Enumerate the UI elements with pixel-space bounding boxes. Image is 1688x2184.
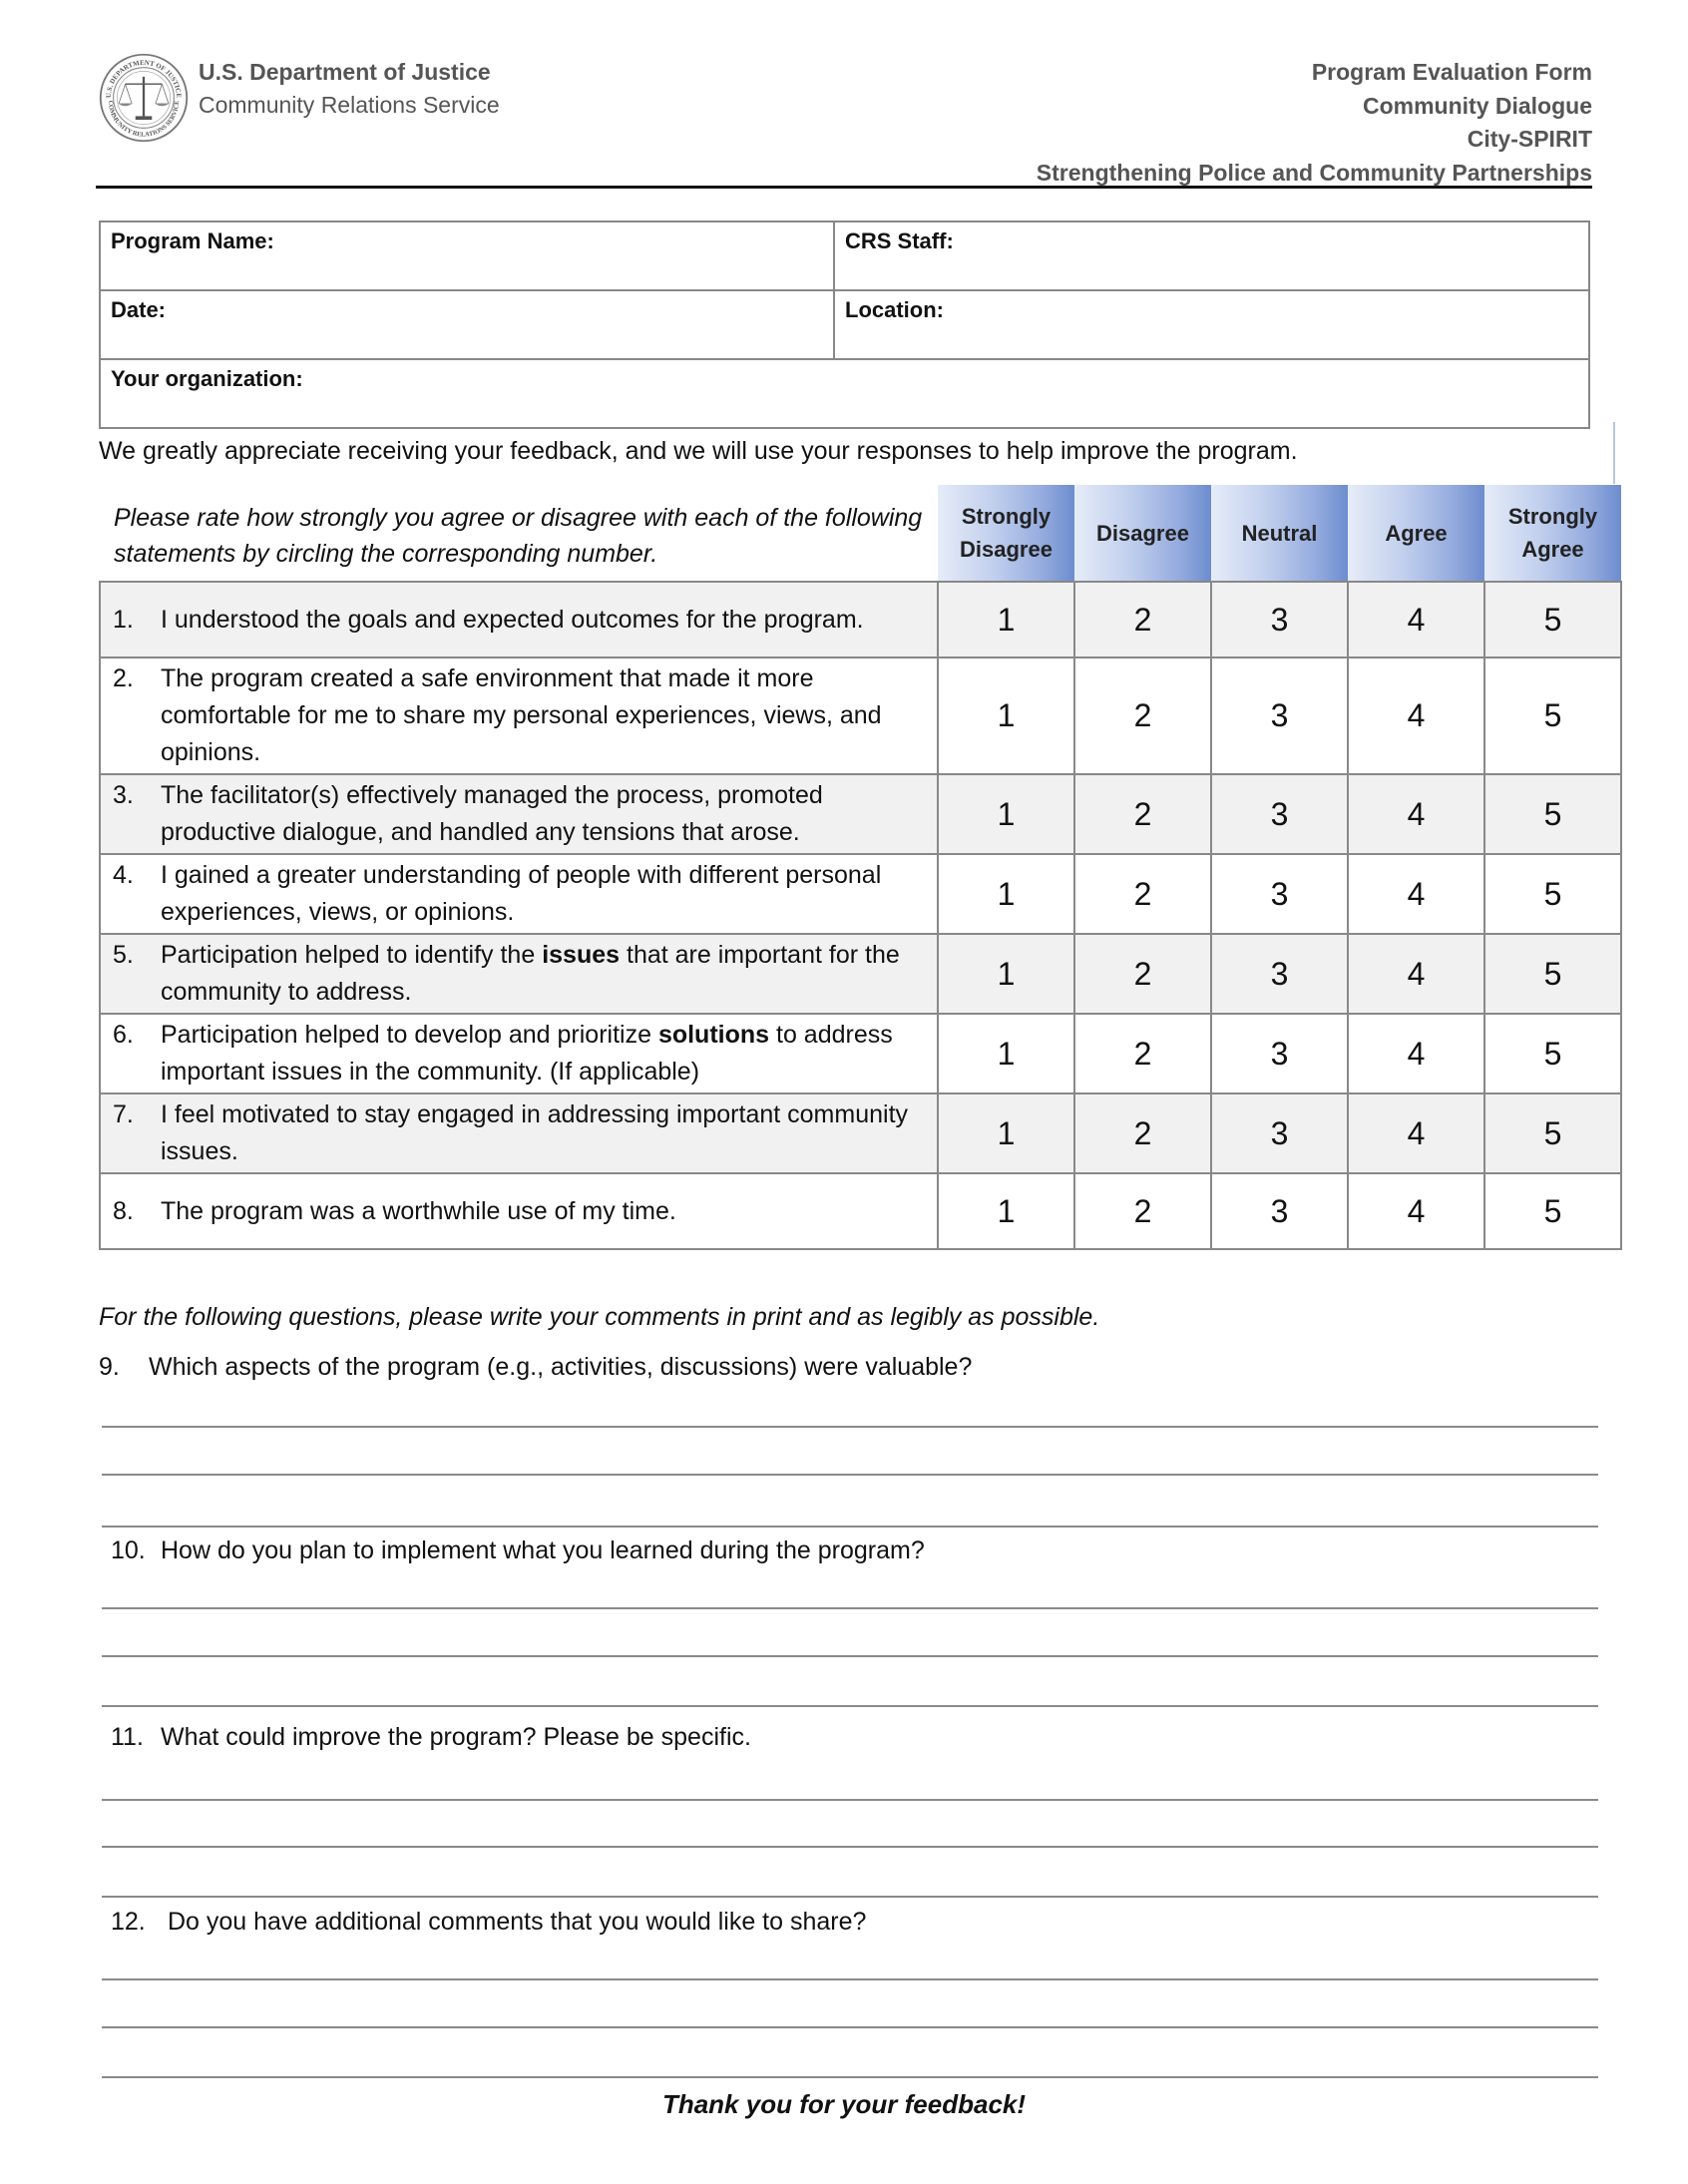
rating-option-2[interactable]: 2 <box>1074 1093 1211 1173</box>
scale-header-line: Neutral <box>1241 520 1318 546</box>
rating-option-4[interactable]: 4 <box>1348 854 1484 934</box>
answer-line <box>102 1526 1598 1528</box>
statement-content <box>113 937 929 1011</box>
rating-row <box>100 1093 1621 1173</box>
statement-content <box>113 857 929 931</box>
statement-text <box>161 1017 929 1091</box>
statement-number: 6. <box>113 1021 134 1049</box>
question-text: Do you have additional comments that you would like to share? <box>168 1908 867 1936</box>
scale-header-agree <box>1348 485 1484 582</box>
program-name-label: Program Name: <box>111 228 274 253</box>
answer-9-line-1[interactable] <box>102 1377 1598 1427</box>
crs-staff-field[interactable] <box>834 221 1589 290</box>
statement-text-part: The program created a safe environment that made it more comfortable for me to share my personal experiences, views, and opinions. <box>161 664 882 766</box>
date-label: Date: <box>111 297 167 322</box>
svg-text:COMMUNITY RELATIONS SERVICE: COMMUNITY RELATIONS SERVICE <box>106 100 182 139</box>
statement-text-part: Participation helped to develop and prioritize <box>161 1021 658 1049</box>
rating-option-2[interactable]: 2 <box>1074 1014 1211 1093</box>
rating-option-4[interactable]: 4 <box>1348 582 1484 657</box>
answer-line <box>102 1655 1598 1657</box>
form-title: Program Evaluation Form <box>1311 59 1592 85</box>
program-name-field[interactable] <box>100 221 834 290</box>
scale-header-line: Strongly <box>1507 504 1598 529</box>
rating-option-2[interactable]: 2 <box>1074 582 1211 657</box>
rating-row <box>100 1173 1621 1249</box>
statement-number: 4. <box>113 861 134 889</box>
department-name: U.S. Department of Justice <box>199 59 491 85</box>
rating-statement <box>100 1173 938 1249</box>
rating-option-3[interactable]: 3 <box>1211 934 1348 1014</box>
question-number: 12. <box>111 1908 146 1936</box>
statement-emphasis: solutions <box>657 1021 770 1049</box>
rating-option-4[interactable]: 4 <box>1348 1093 1484 1173</box>
statement-emphasis: issues <box>542 941 621 969</box>
rating-option-1[interactable]: 1 <box>938 1014 1074 1093</box>
statement-content <box>113 777 929 851</box>
statement-text <box>161 660 929 771</box>
rating-statement <box>100 657 938 774</box>
program-type: Community Dialogue <box>1362 92 1592 119</box>
organization-label: Your organization: <box>111 366 303 391</box>
scale-header-line: Agree <box>1521 537 1584 562</box>
rating-option-1[interactable]: 1 <box>938 582 1074 657</box>
agency-block <box>199 56 500 122</box>
service-name: Community Relations Service <box>199 92 500 118</box>
scale-header-disagree <box>1074 485 1211 582</box>
statement-text-part: that are important for the community to address. <box>161 941 900 1006</box>
rating-instructions: Please rate how strongly you agree or disagree with each of the following statements by circling the corresponding number. <box>114 504 923 568</box>
answer-10-line-1[interactable] <box>102 1561 1598 1607</box>
rating-row <box>100 657 1621 774</box>
rating-option-2[interactable]: 2 <box>1074 934 1211 1014</box>
rating-option-4[interactable]: 4 <box>1348 774 1484 854</box>
question-number: 10. <box>111 1536 146 1564</box>
rating-option-5[interactable]: 5 <box>1484 1173 1621 1249</box>
answer-10-line-3[interactable] <box>102 1658 1598 1704</box>
comments-instructions: For the following questions, please write your comments in print and as legibly as possible. <box>99 1303 1100 1331</box>
rating-option-2[interactable]: 2 <box>1074 657 1211 774</box>
program-subtitle: Strengthening Police and Community Partnerships <box>1036 159 1592 186</box>
statement-content <box>113 1096 929 1170</box>
rating-option-3[interactable]: 3 <box>1211 774 1348 854</box>
rating-statement <box>100 1014 938 1093</box>
rating-option-5[interactable]: 5 <box>1484 1014 1621 1093</box>
statement-text <box>161 937 929 1011</box>
rating-option-5[interactable]: 5 <box>1484 1093 1621 1173</box>
statement-text-part: I feel motivated to stay engaged in addressing important community issues. <box>161 1100 909 1165</box>
rating-option-5[interactable]: 5 <box>1484 774 1621 854</box>
answer-line <box>102 1705 1598 1707</box>
scale-header-line: Agree <box>1385 520 1448 546</box>
rating-option-4[interactable]: 4 <box>1348 934 1484 1014</box>
scale-header-line: Disagree <box>960 537 1053 562</box>
rating-option-2[interactable]: 2 <box>1074 854 1211 934</box>
rating-row <box>100 1014 1621 1093</box>
crs-staff-label: CRS Staff: <box>845 228 954 253</box>
answer-9-line-2[interactable] <box>102 1429 1598 1474</box>
answer-10-line-2[interactable] <box>102 1610 1598 1654</box>
answer-line <box>102 1978 1598 1980</box>
statement-number: 5. <box>113 941 134 969</box>
statement-text <box>161 857 929 931</box>
answer-9-line-3[interactable] <box>102 1477 1598 1524</box>
statement-number: 1. <box>113 605 134 634</box>
scale-header-neutral <box>1211 485 1348 582</box>
question-12 <box>111 1908 866 1937</box>
location-label: Location: <box>845 297 944 322</box>
header-divider <box>96 186 1592 189</box>
question-text: Which aspects of the program (e.g., activities, discussions) were valuable? <box>149 1353 973 1381</box>
rating-option-1[interactable]: 1 <box>938 934 1074 1014</box>
statement-content <box>113 1017 929 1091</box>
statement-text <box>161 1096 929 1170</box>
answer-line <box>102 1896 1598 1898</box>
answer-line <box>102 1426 1598 1428</box>
statement-text <box>161 777 929 851</box>
answer-line <box>102 1846 1598 1848</box>
scale-header-strongly-disagree <box>938 485 1074 582</box>
rating-statement <box>100 582 938 657</box>
rating-row <box>100 582 1621 657</box>
question-number: 11. <box>111 1723 144 1751</box>
date-field[interactable] <box>100 290 834 359</box>
answer-11-line-3[interactable] <box>102 1849 1598 1895</box>
rating-option-5[interactable]: 5 <box>1484 582 1621 657</box>
answer-line <box>102 1607 1598 1609</box>
rating-row <box>100 934 1621 1014</box>
statement-text <box>161 602 929 639</box>
rating-statement <box>100 934 938 1014</box>
statement-text-part: Participation helped to identify the <box>161 941 543 969</box>
statement-text-part: I understood the goals and expected outcomes for the program. <box>161 605 864 634</box>
rating-option-1[interactable]: 1 <box>938 854 1074 934</box>
rating-option-1[interactable]: 1 <box>938 1173 1074 1249</box>
scale-header-line: Strongly <box>961 504 1052 529</box>
scale-header-line: Disagree <box>1096 520 1189 546</box>
location-field[interactable] <box>834 290 1589 359</box>
rating-option-3[interactable]: 3 <box>1211 854 1348 934</box>
thank-you-message: Thank you for your feedback! <box>661 2089 1027 2119</box>
statement-text-part: The program was a worthwhile use of my time. <box>161 1196 676 1225</box>
program-name-title: City-SPIRIT <box>1467 126 1592 152</box>
rating-option-3[interactable]: 3 <box>1211 657 1348 774</box>
rating-option-5[interactable]: 5 <box>1484 854 1621 934</box>
rating-option-3[interactable]: 3 <box>1211 1014 1348 1093</box>
question-number: 9. <box>99 1353 120 1381</box>
rating-option-5[interactable]: 5 <box>1484 657 1621 774</box>
rating-option-1[interactable]: 1 <box>938 657 1074 774</box>
answer-line <box>102 2026 1598 2028</box>
statement-number: 2. <box>113 664 134 692</box>
statement-content <box>113 602 929 639</box>
statement-text-part: to address important issues in the community. (If applicable) <box>161 1021 893 1086</box>
intro-text: We greatly appreciate receiving your feedback, and we will use your responses to help improve the program. <box>99 437 1298 465</box>
rating-option-4[interactable]: 4 <box>1348 657 1484 774</box>
question-text: What could improve the program? Please be specific. <box>161 1723 751 1751</box>
rating-option-1[interactable]: 1 <box>938 1093 1074 1173</box>
rating-option-1[interactable]: 1 <box>938 774 1074 854</box>
rating-option-5[interactable]: 5 <box>1484 934 1621 1014</box>
rating-row <box>100 774 1621 854</box>
answer-line <box>102 2076 1598 2078</box>
rating-option-2[interactable]: 2 <box>1074 774 1211 854</box>
rating-option-4[interactable]: 4 <box>1348 1014 1484 1093</box>
form-header <box>96 50 1592 190</box>
organization-field[interactable] <box>100 359 1589 428</box>
ratings-table <box>99 485 1622 1250</box>
answer-11-line-1[interactable] <box>102 1748 1598 1798</box>
rating-row <box>100 854 1621 934</box>
rating-statement <box>100 774 938 854</box>
statement-number: 3. <box>113 781 134 809</box>
table-edge-mark <box>1613 422 1615 484</box>
answer-11-line-2[interactable] <box>102 1802 1598 1846</box>
question-text: How do you plan to implement what you learned during the program? <box>161 1536 925 1564</box>
svg-text:U.S. DEPARTMENT OF JUSTICE: U.S. DEPARTMENT OF JUSTICE <box>105 59 183 99</box>
doj-crs-seal-icon <box>98 52 190 144</box>
rating-statement <box>100 854 938 934</box>
rating-option-3[interactable]: 3 <box>1211 1173 1348 1249</box>
statement-number: 7. <box>113 1100 134 1128</box>
answer-line <box>102 1474 1598 1476</box>
rating-option-4[interactable]: 4 <box>1348 1173 1484 1249</box>
ratings-header-row <box>100 485 1621 582</box>
statement-content <box>113 1193 929 1230</box>
scale-header-strongly-agree <box>1484 485 1621 582</box>
answer-12-line-1[interactable] <box>102 1936 1598 1977</box>
statement-text <box>161 1193 929 1230</box>
statement-text-part: The facilitator(s) effectively managed the process, promoted productive dialogue, and handled any tensions that arose. <box>161 781 823 846</box>
statement-number: 8. <box>113 1196 134 1225</box>
rating-option-2[interactable]: 2 <box>1074 1173 1211 1249</box>
rating-statement <box>100 1093 938 1173</box>
form-title-block <box>1037 56 1592 190</box>
rating-option-3[interactable]: 3 <box>1211 582 1348 657</box>
answer-12-line-3[interactable] <box>102 2029 1598 2074</box>
answer-line <box>102 1799 1598 1801</box>
program-info-table <box>99 220 1590 429</box>
statement-content <box>113 660 929 771</box>
rating-option-3[interactable]: 3 <box>1211 1093 1348 1173</box>
answer-12-line-2[interactable] <box>102 1981 1598 2026</box>
ratings-section <box>99 485 1620 1250</box>
statement-text-part: I gained a greater understanding of people with different personal experiences, views, or opinions. <box>161 861 882 926</box>
